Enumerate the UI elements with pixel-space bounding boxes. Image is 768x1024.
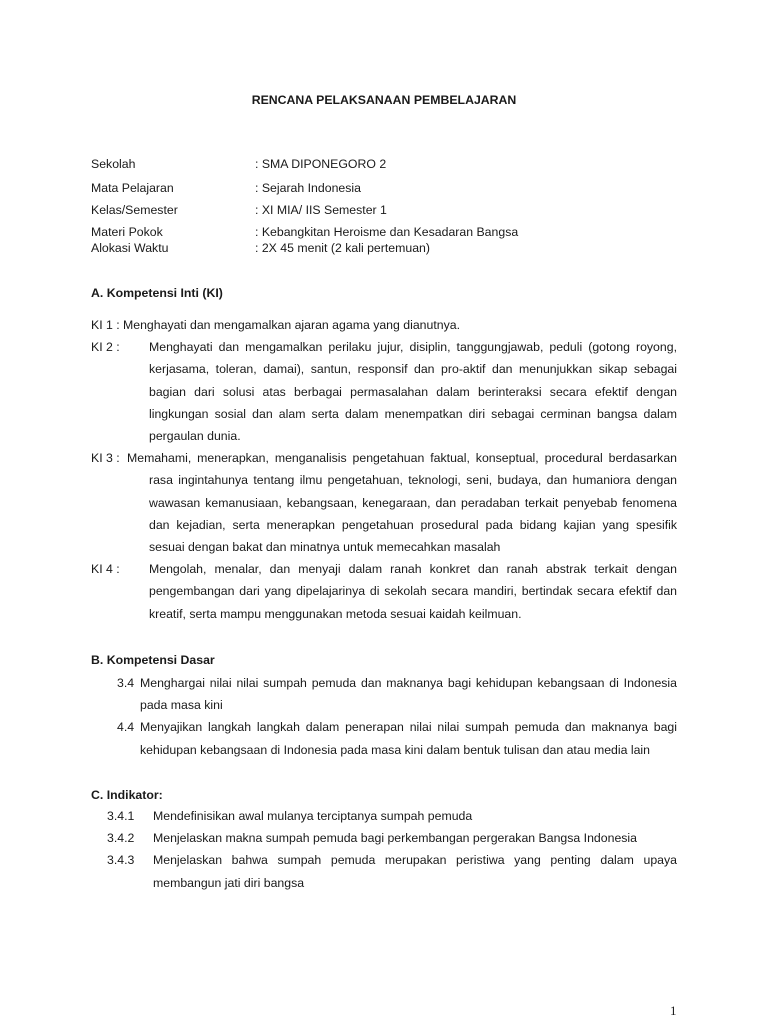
- item-text-line: Memahami, menerapkan, menganalisis pengetahuan faktual, konseptual, procedural berdasarkan: [127, 451, 677, 466]
- item-text-line: Menghargai nilai nilai sumpah pemuda dan maknanya bagi kehidupan kebangsaan di Indonesia: [140, 676, 677, 690]
- item-text-line: kerjasama, toleran, damai), santun, responsif dan pro-aktif dan menunjukkan sikap sebagai: [149, 362, 677, 377]
- item-text-line: Menghayati dan mengamalkan ajaran agama yang dianutnya.: [123, 318, 461, 332]
- section-b-heading: B. Kompetensi Dasar: [91, 653, 215, 667]
- info-value: : Sejarah Indonesia: [255, 181, 361, 195]
- info-label: Sekolah: [91, 157, 136, 171]
- info-label: Alokasi Waktu: [91, 241, 169, 255]
- item-label: 3.4.1: [107, 809, 135, 823]
- item-label: 3.4.2: [107, 831, 135, 846]
- item-text-line: membangun jati diri bangsa: [153, 875, 305, 890]
- item-text-line: pergaulan dunia.: [149, 429, 241, 443]
- item-text-line: sesuai dengan bakat dan minatnya untuk memecahkan masalah: [149, 540, 501, 554]
- section-a-heading: A. Kompetensi Inti (KI): [91, 286, 223, 300]
- item-label: 4.4: [117, 720, 135, 735]
- item-text-line: Menjelaskan makna sumpah pemuda bagi perkembangan pergerakan Bangsa Indonesia: [153, 831, 637, 846]
- item-text-line: bagian dari solusi atas berbagai permasalahan dalam berinteraksi secara efektif dengan: [149, 384, 677, 399]
- info-value: : Kebangkitan Heroisme dan Kesadaran Bangsa: [255, 225, 519, 239]
- item-text-line: Mengolah, menalar, dan menyaji dalam ranah konkret dan ranah abstrak terkait dengan: [149, 562, 677, 577]
- info-label: Materi Pokok: [91, 225, 163, 239]
- item-text-line: wawasan kemanusiaan, kebangsaan, kenegaraan, dan peradaban terkait penyebab fenomena: [149, 495, 677, 510]
- document-title: RENCANA PELAKSANAAN PEMBELAJARAN: [251, 93, 517, 107]
- item-label: KI 2 :: [91, 340, 120, 355]
- info-value: : XI MIA/ IIS Semester 1: [255, 203, 387, 217]
- info-label: Mata Pelajaran: [91, 181, 174, 195]
- item-label: KI 3 :: [91, 451, 120, 466]
- item-text-line: pengembangan dari yang dipelajarinya di sekolah secara mandiri, bertindak secara efektif dan: [149, 584, 677, 599]
- info-value: : SMA DIPONEGORO 2: [255, 157, 387, 171]
- item-text-line: Menjelaskan bahwa sumpah pemuda merupakan peristiwa yang penting dalam upaya: [153, 853, 677, 868]
- item-text-line: Menyajikan langkah langkah dalam penerapan nilai nilai sumpah pemuda dan maknanya bagi: [140, 720, 677, 735]
- item-text-line: Mendefinisikan awal mulanya terciptanya sumpah pemuda: [153, 809, 473, 823]
- item-text-line: dan kejadian, serta menerapkan pengetahuan prosedural pada bidang kajian yang spesifik: [149, 517, 677, 532]
- page-number: 1: [670, 1003, 677, 1018]
- item-label: KI 1 :: [91, 318, 120, 332]
- item-text-line: kreatif, serta mampu menggunakan metoda sesuai kaidah keilmuan.: [149, 606, 522, 621]
- item-label: 3.4.3: [107, 853, 135, 868]
- item-text-line: lingkungan sosial dan alam serta dalam menempatkan diri sebagai cerminan bangsa dalam: [149, 406, 677, 421]
- item-text-line: pada masa kini: [140, 698, 223, 713]
- info-label: Kelas/Semester: [91, 203, 178, 217]
- item-text-line: rasa ingintahunya tentang ilmu pengetahuan, teknologi, seni, budaya, dan humaniora dengan: [149, 473, 677, 488]
- item-text-line: Menghayati dan mengamalkan perilaku jujur, disiplin, tanggungjawab, peduli (gotong royong,: [149, 340, 677, 355]
- item-text-line: kehidupan kebangsaan di Indonesia pada masa kini dalam bentuk tulisan dan atau media lain: [140, 742, 650, 757]
- item-label: KI 4 :: [91, 562, 120, 577]
- section-c-heading: C. Indikator:: [91, 788, 163, 802]
- item-label: 3.4: [117, 676, 135, 690]
- info-value: : 2X 45 menit (2 kali pertemuan): [255, 241, 430, 255]
